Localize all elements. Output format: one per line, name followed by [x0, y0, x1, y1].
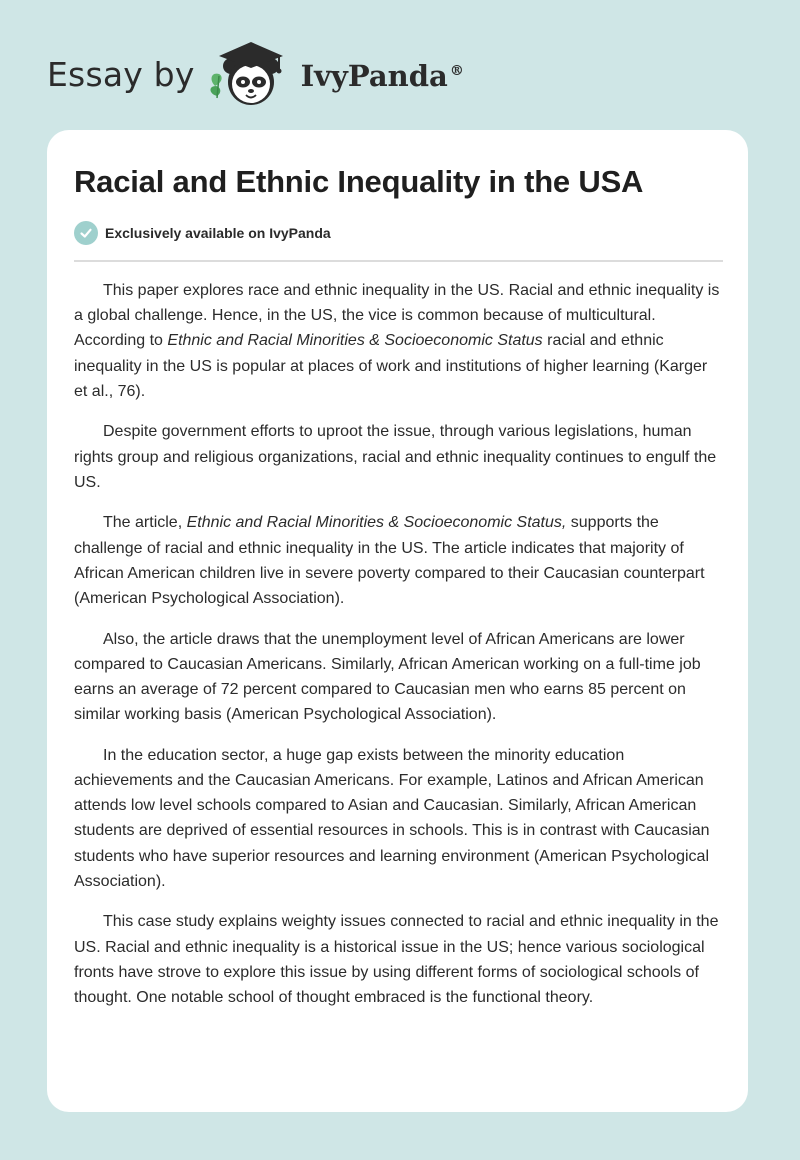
brand-name-text: IvyPanda — [300, 59, 448, 93]
paragraph-text: This paper explores race and ethnic inequality in the US. Racial and ethnic inequality is a global challenge. Hence, in the US, the vice is common because of multicultural. According to — [74, 282, 720, 350]
paragraph-text: racial and ethnic inequality in the US is popular at places of work and institutions of higher learning (Karger et al., 76). — [74, 332, 708, 400]
paragraph-text: supports the challenge of racial and ethnic inequality in the US. The article indicates that majority of African American children live in severe poverty compared to their Caucasian counterpart (American Psychological Association). — [74, 514, 705, 608]
panda-logo-icon[interactable] — [205, 36, 297, 112]
site-header — [47, 36, 464, 112]
essay-by-label: Essay by — [47, 54, 195, 94]
page-title: Racial and Ethnic Inequality in the USA — [74, 164, 644, 199]
paragraph — [74, 510, 723, 611]
essay-card — [47, 130, 748, 1112]
registered-mark: ® — [449, 63, 464, 80]
paragraph — [74, 627, 723, 728]
paragraph-text: Despite government efforts to uproot the issue, through various legislations, human rights group and religious organizations, racial and ethnic inequality continues to engulf the US. — [74, 423, 717, 491]
exclusive-badge — [74, 221, 331, 245]
paragraph-italic: Ethnic and Racial Minorities & Socioeconomic Status — [167, 332, 543, 350]
checkmark-icon — [79, 226, 93, 240]
badge-label: Exclusively available on IvyPanda — [105, 225, 331, 241]
paragraph — [74, 419, 723, 495]
paragraph-text: The article, — [103, 514, 187, 532]
brand-name[interactable] — [301, 59, 464, 93]
check-circle-icon — [74, 221, 98, 245]
divider — [74, 260, 723, 262]
paragraph-text: This case study explains weighty issues connected to racial and ethnic inequality in the US. Racial and ethnic inequality is a historical issue in the US; hence various sociological fronts have strove to explore this issue by using different forms of sociological schools of thought. One notable school of thought embraced is the functional theory. — [74, 913, 719, 1007]
paragraph-italic: Ethnic and Racial Minorities & Socioeconomic Status, — [186, 514, 567, 532]
paragraph — [74, 278, 723, 404]
paragraph — [74, 909, 723, 1010]
paragraph-text: Also, the article draws that the unemployment level of African Americans are lower compared to Caucasian Americans. Similarly, African American working on a full-time job earns an average of 72 percent compared to Caucasian men who earns 85 percent on similar working basis (American Psychological Association). — [74, 630, 701, 724]
paragraph — [74, 743, 723, 894]
essay-body — [74, 278, 723, 1026]
paragraph-text: In the education sector, a huge gap exists between the minority education achievements and the Caucasian Americans. For example, Latinos and African American attends low level schools compared to Asian and Caucasian. Similarly, African American students are deprived of essential resources in schools. This is in contrast with Caucasian students who have superior resources and learning environment (American Psychological Association). — [74, 746, 710, 890]
